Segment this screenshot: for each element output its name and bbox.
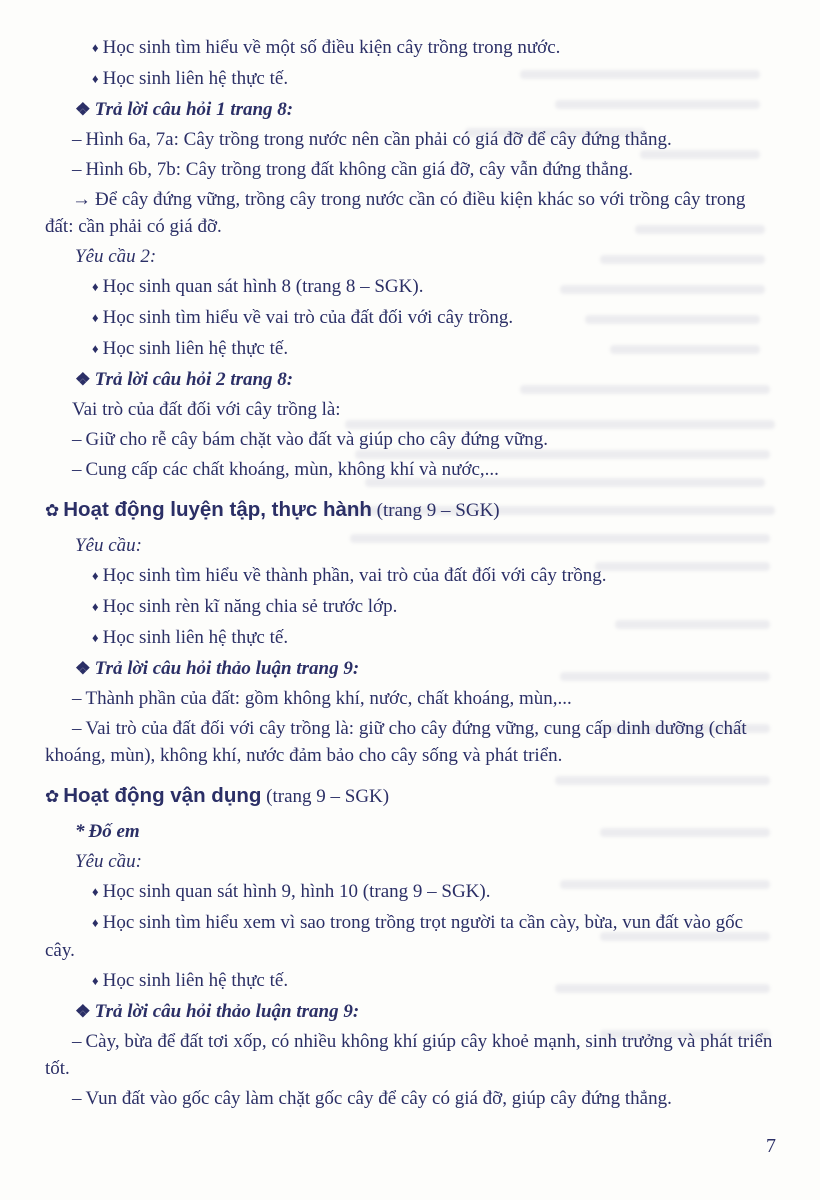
paragraph-bullet [45, 273, 775, 301]
paragraph-dash [45, 456, 775, 483]
dash-marker: – [72, 1031, 82, 1052]
paragraph-bullet [45, 65, 775, 93]
paragraph-bullet [45, 878, 775, 906]
paragraph-text: Cày, bừa để đất tơi xốp, có nhiều không khí giúp cây khoẻ mạnh, sinh trưởng và phát triển tốt. [45, 1031, 773, 1079]
dash-marker: – [72, 159, 82, 180]
paragraph-text: Cung cấp các chất khoáng, mùn, không khí và nước,... [85, 459, 499, 480]
dash-marker: – [72, 688, 82, 709]
heading-page-ref: (trang 9 – SGK) [266, 786, 390, 807]
paragraph-answer [45, 366, 775, 393]
paragraph-text: Trả lời câu hỏi thảo luận trang 9: [94, 1001, 360, 1022]
paragraph-plain [45, 396, 775, 423]
paragraph-text: Thành phần của đất: gồm không khí, nước, chất khoáng, mùn,... [85, 688, 572, 709]
diamond-bullet-icon: ♦ [92, 310, 99, 325]
paragraph-text: Học sinh quan sát hình 9, hình 10 (trang 9 – SGK). [102, 881, 491, 902]
answer-diamond-icon: ❖ [75, 369, 91, 389]
paragraph-bullet [45, 967, 775, 995]
paragraph-text: Để cây đứng vững, trồng cây trong nước cần có điều kiện khác so với trồng cây trong đất: cần phải có giá đỡ. [45, 189, 746, 237]
dash-marker: – [72, 1088, 82, 1109]
paragraph-text: Học sinh tìm hiểu xem vì sao trong trồng trọt người ta cần cày, bừa, vun đất vào gốc cây. [45, 912, 744, 961]
paragraph-text: Hoạt động luyện tập, thực hành [63, 498, 372, 521]
paragraph-text: Học sinh liên hệ thực tế. [102, 970, 289, 991]
paragraph-text: Vai trò của đất đối với cây trồng là: giữ cho cây đứng vững, cung cấp dinh dưỡng (chất khoáng, mùn), không khí, nước đảm bảo cho cây sống và phát triển. [45, 718, 747, 766]
paragraph-label [45, 532, 775, 559]
paragraph-text: Đố em [88, 821, 140, 842]
paragraph-star [45, 818, 775, 845]
paragraph-bullet [45, 593, 775, 621]
diamond-bullet-icon: ♦ [92, 279, 99, 294]
diamond-bullet-icon: ♦ [92, 915, 99, 930]
diamond-bullet-icon: ♦ [92, 568, 99, 583]
paragraph-heading [45, 496, 775, 525]
diamond-bullet-icon: ♦ [92, 599, 99, 614]
paragraph-text: Yêu cầu: [75, 535, 143, 556]
paragraph-text: Học sinh rèn kĩ năng chia sẻ trước lớp. [102, 596, 398, 617]
diamond-bullet-icon: ♦ [92, 341, 99, 356]
paragraph-bullet [45, 34, 775, 62]
paragraph-text: Hình 6b, 7b: Cây trồng trong đất không cần giá đỡ, cây vẫn đứng thẳng. [85, 159, 633, 180]
paragraph-text: Học sinh liên hệ thực tế. [102, 627, 289, 648]
paragraph-text: Hình 6a, 7a: Cây trồng trong nước nên cần phải có giá đỡ để cây đứng thẳng. [85, 129, 672, 150]
paragraph-dash [45, 426, 775, 453]
flower-icon: ✿ [45, 787, 60, 807]
dash-marker: – [72, 129, 82, 150]
paragraph-text: Vai trò của đất đối với cây trồng là: [72, 399, 341, 420]
paragraph-dash [45, 156, 775, 183]
paragraph-bullet [45, 624, 775, 652]
diamond-bullet-icon: ♦ [92, 71, 99, 86]
dash-marker: – [72, 459, 82, 480]
paragraph-text: Học sinh tìm hiểu về vai trò của đất đối với cây trồng. [102, 307, 514, 328]
paragraph-heading [45, 782, 775, 811]
paragraph-bullet [45, 335, 775, 363]
diamond-bullet-icon: ♦ [92, 40, 99, 55]
paragraph-text: Yêu cầu: [75, 851, 143, 872]
answer-diamond-icon: ❖ [75, 1001, 91, 1021]
paragraph-answer [45, 96, 775, 123]
paragraph-text: Học sinh tìm hiểu về thành phần, vai trò của đất đối với cây trồng. [102, 565, 607, 586]
paragraph-answer [45, 998, 775, 1025]
paragraph-bullet [45, 909, 775, 964]
diamond-bullet-icon: ♦ [92, 630, 99, 645]
dash-marker: – [72, 718, 82, 739]
diamond-bullet-icon: ♦ [92, 973, 99, 988]
page-number: 7 [766, 1135, 776, 1157]
paragraph-answer [45, 655, 775, 682]
paragraph-text: Trả lời câu hỏi thảo luận trang 9: [94, 658, 360, 679]
flower-icon: ✿ [45, 501, 60, 521]
paragraph-text: Giữ cho rễ cây bám chặt vào đất và giúp cho cây đứng vững. [85, 429, 548, 450]
answer-diamond-icon: ❖ [75, 658, 91, 678]
dash-marker: – [72, 429, 82, 450]
diamond-bullet-icon: ♦ [92, 884, 99, 899]
paragraph-text: Học sinh liên hệ thực tế. [102, 338, 289, 359]
paragraph-dash [45, 1085, 775, 1112]
paragraph-dash [45, 715, 775, 769]
paragraph-arrow [45, 186, 775, 240]
paragraph-text: Vun đất vào gốc cây làm chặt gốc cây để cây có giá đỡ, giúp cây đứng thẳng. [85, 1088, 672, 1109]
paragraph-text: Yêu cầu 2: [75, 246, 157, 267]
arrow-icon: → [72, 189, 91, 210]
paragraph-text: Học sinh quan sát hình 8 (trang 8 – SGK). [102, 276, 424, 297]
paragraph-dash [45, 685, 775, 712]
paragraph-text: Trả lời câu hỏi 2 trang 8: [94, 369, 294, 390]
paragraph-text: Học sinh liên hệ thực tế. [102, 68, 289, 89]
paragraph-label [45, 243, 775, 270]
paragraph-dash [45, 126, 775, 153]
paragraph-text: Trả lời câu hỏi 1 trang 8: [94, 99, 294, 120]
paragraph-label [45, 848, 775, 875]
answer-diamond-icon: ❖ [75, 99, 91, 119]
paragraph-bullet [45, 304, 775, 332]
asterisk-marker: * [75, 821, 85, 842]
paragraph-text: Hoạt động vận dụng [63, 784, 262, 807]
paragraph-dash [45, 1028, 775, 1082]
document-body [45, 34, 775, 1112]
paragraph-bullet [45, 562, 775, 590]
paragraph-text: Học sinh tìm hiểu về một số điều kiện cây trồng trong nước. [102, 37, 561, 58]
heading-page-ref: (trang 9 – SGK) [376, 500, 500, 521]
